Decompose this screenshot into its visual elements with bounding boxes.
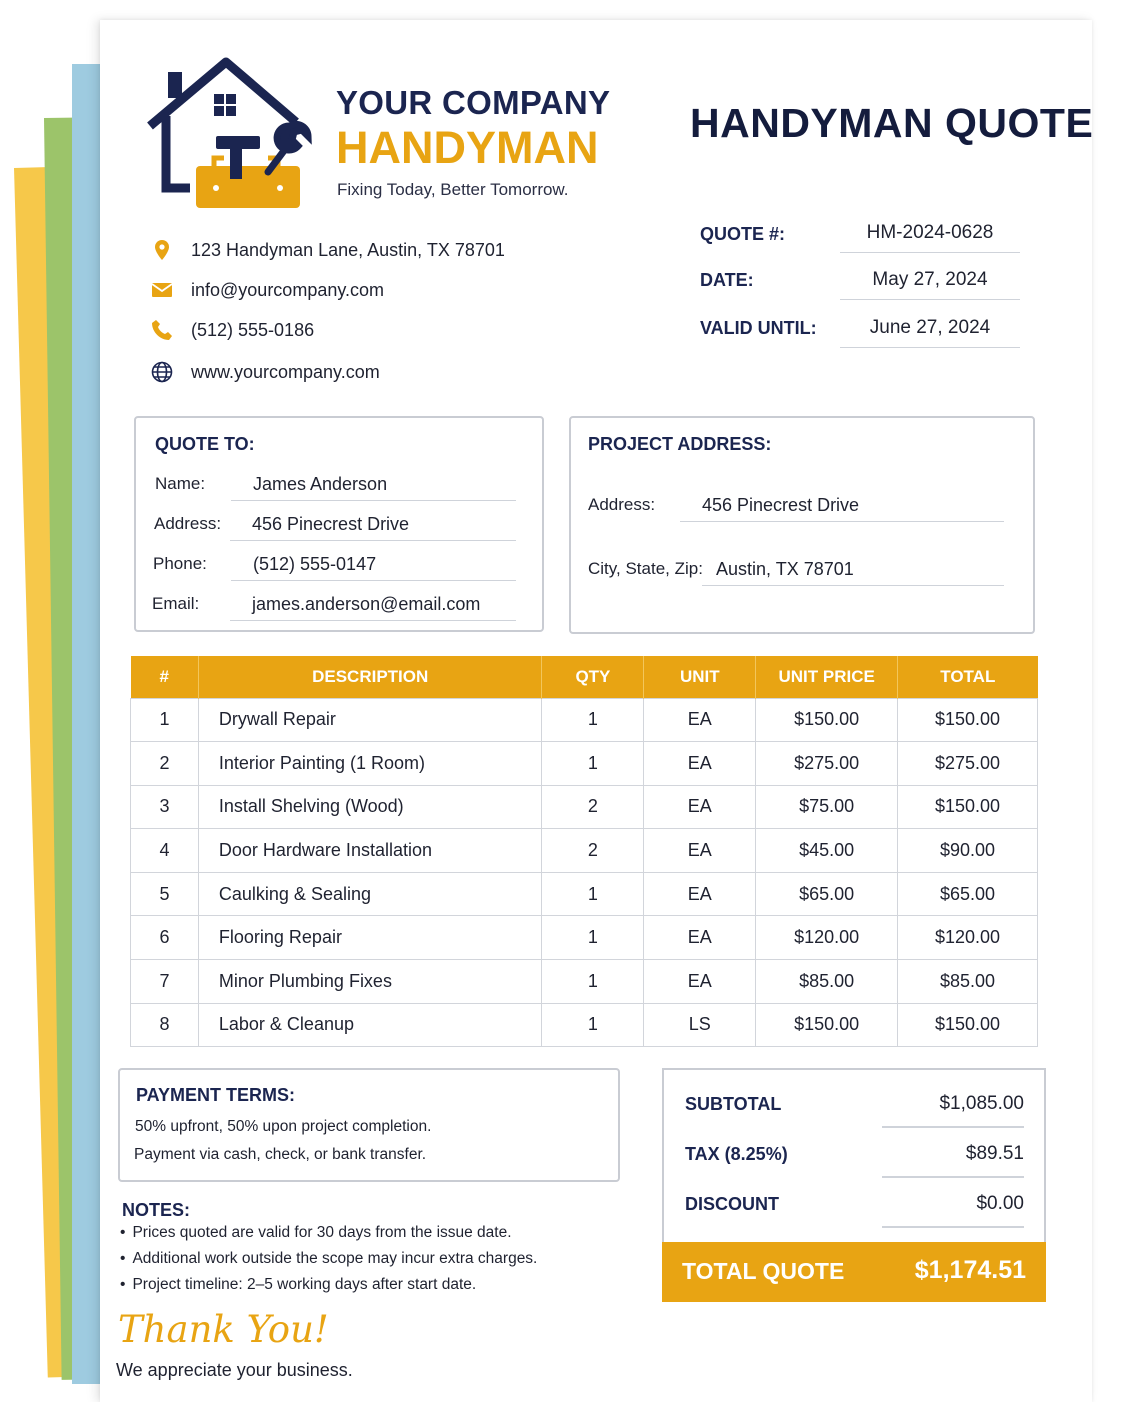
table-row bbox=[131, 785, 1038, 829]
company-tagline: Fixing Today, Better Tomorrow. bbox=[337, 180, 569, 199]
row-total: $65.00 bbox=[898, 872, 1038, 916]
row-unit-price: $65.00 bbox=[756, 872, 898, 916]
row-qty: 1 bbox=[542, 916, 644, 960]
house-tools-logo-icon bbox=[144, 54, 312, 212]
note-item: • Prices quoted are valid for 30 days from the issue date. bbox=[120, 1224, 537, 1250]
row-qty: 2 bbox=[542, 829, 644, 873]
client-name-value: James Anderson bbox=[231, 474, 516, 501]
row-qty: 1 bbox=[542, 742, 644, 786]
row-description: Labor & Cleanup bbox=[198, 1003, 542, 1047]
appreciation-message: We appreciate your business. bbox=[116, 1360, 353, 1380]
row-total: $85.00 bbox=[898, 960, 1038, 1004]
contact-website[interactable] bbox=[150, 360, 380, 384]
total-quote-value: $1,174.51 bbox=[914, 1256, 1026, 1284]
table-row bbox=[131, 698, 1038, 742]
location-pin-icon bbox=[150, 238, 174, 262]
envelope-icon bbox=[150, 278, 174, 302]
quote-number-label: QUOTE #: bbox=[700, 224, 786, 244]
row-number: 5 bbox=[131, 872, 199, 916]
row-description: Drywall Repair bbox=[198, 698, 542, 742]
payment-terms-line-2: Payment via cash, check, or bank transfer. bbox=[134, 1146, 427, 1163]
discount-rule bbox=[882, 1226, 1024, 1228]
quote-document bbox=[100, 20, 1092, 1402]
quote-date-label: DATE: bbox=[700, 270, 754, 290]
col-header-description: DESCRIPTION bbox=[198, 656, 542, 698]
contact-email-text[interactable]: info@yourcompany.com bbox=[191, 279, 385, 300]
discount-label: DISCOUNT bbox=[685, 1194, 779, 1214]
project-address-value: 456 Pinecrest Drive bbox=[680, 495, 1004, 522]
row-unit: EA bbox=[644, 698, 756, 742]
project-address-label: Address: bbox=[588, 495, 656, 514]
contact-phone bbox=[150, 318, 314, 342]
row-total: $275.00 bbox=[898, 742, 1038, 786]
row-unit: EA bbox=[644, 829, 756, 873]
row-qty: 1 bbox=[542, 698, 644, 742]
client-address-label: Address: bbox=[154, 514, 222, 533]
quote-date-value: May 27, 2024 bbox=[840, 269, 1020, 300]
globe-icon bbox=[150, 360, 174, 384]
row-qty: 2 bbox=[542, 785, 644, 829]
valid-until-label: VALID UNTIL: bbox=[700, 318, 817, 338]
total-quote-label: TOTAL QUOTE bbox=[682, 1258, 845, 1284]
subtotal-value: $1,085.00 bbox=[939, 1093, 1024, 1114]
row-number: 8 bbox=[131, 1003, 199, 1047]
quote-to-title: QUOTE TO: bbox=[155, 434, 255, 454]
client-name-label: Name: bbox=[155, 474, 206, 493]
row-number: 7 bbox=[131, 960, 199, 1004]
row-unit-price: $150.00 bbox=[756, 1003, 898, 1047]
row-number: 1 bbox=[131, 698, 199, 742]
contact-address bbox=[150, 238, 505, 262]
table-header-row bbox=[131, 656, 1038, 698]
row-description: Minor Plumbing Fixes bbox=[198, 960, 542, 1004]
row-qty: 1 bbox=[542, 1003, 644, 1047]
row-unit: EA bbox=[644, 872, 756, 916]
row-qty: 1 bbox=[542, 872, 644, 916]
phone-icon bbox=[150, 318, 174, 342]
row-total: $150.00 bbox=[898, 1003, 1038, 1047]
row-unit: EA bbox=[644, 785, 756, 829]
row-number: 2 bbox=[131, 742, 199, 786]
company-name-line2: HANDYMAN bbox=[336, 122, 599, 173]
discount-value: $0.00 bbox=[976, 1193, 1024, 1214]
document-title: HANDYMAN QUOTE bbox=[690, 100, 1094, 146]
col-header-qty: QTY bbox=[542, 656, 644, 698]
table-row bbox=[131, 1003, 1038, 1047]
row-number: 4 bbox=[131, 829, 199, 873]
project-city-value: Austin, TX 78701 bbox=[702, 559, 1004, 586]
client-address-value: 456 Pinecrest Drive bbox=[230, 514, 516, 541]
row-unit-price: $85.00 bbox=[756, 960, 898, 1004]
col-header-unit-price: UNIT PRICE bbox=[756, 656, 898, 698]
quote-number-value: HM-2024-0628 bbox=[840, 222, 1020, 253]
table-row bbox=[131, 829, 1038, 873]
row-unit: LS bbox=[644, 1003, 756, 1047]
contact-email[interactable] bbox=[150, 278, 384, 302]
row-unit: EA bbox=[644, 916, 756, 960]
col-header-number: # bbox=[131, 656, 199, 698]
row-unit: EA bbox=[644, 742, 756, 786]
row-number: 3 bbox=[131, 785, 199, 829]
contact-phone-text: (512) 555-0186 bbox=[191, 319, 315, 340]
row-unit-price: $75.00 bbox=[756, 785, 898, 829]
client-phone-label: Phone: bbox=[153, 554, 207, 573]
tax-label: TAX (8.25%) bbox=[685, 1144, 788, 1164]
row-unit-price: $120.00 bbox=[756, 916, 898, 960]
notes-title: NOTES: bbox=[122, 1200, 191, 1220]
row-unit-price: $150.00 bbox=[756, 698, 898, 742]
subtotal-label: SUBTOTAL bbox=[685, 1094, 782, 1114]
row-total: $150.00 bbox=[898, 698, 1038, 742]
row-unit-price: $45.00 bbox=[756, 829, 898, 873]
row-description: Install Shelving (Wood) bbox=[198, 785, 542, 829]
note-item: • Additional work outside the scope may incur extra charges. bbox=[120, 1250, 537, 1276]
client-phone-value: (512) 555-0147 bbox=[231, 554, 516, 581]
tax-value: $89.51 bbox=[965, 1143, 1024, 1164]
valid-until-value: June 27, 2024 bbox=[840, 317, 1020, 348]
row-unit: EA bbox=[644, 960, 756, 1004]
notes-list bbox=[120, 1224, 537, 1302]
contact-website-text[interactable]: www.yourcompany.com bbox=[191, 361, 380, 382]
col-header-unit: UNIT bbox=[644, 656, 756, 698]
tax-rule bbox=[882, 1176, 1024, 1178]
row-qty: 1 bbox=[542, 960, 644, 1004]
subtotal-rule bbox=[882, 1126, 1024, 1128]
row-total: $90.00 bbox=[898, 829, 1038, 873]
row-description: Door Hardware Installation bbox=[198, 829, 542, 873]
client-email-label: Email: bbox=[152, 594, 200, 613]
note-item: • Project timeline: 2–5 working days after start date. bbox=[120, 1276, 537, 1302]
row-total: $150.00 bbox=[898, 785, 1038, 829]
thank-you-script: Thank You! bbox=[118, 1308, 329, 1351]
col-header-total: TOTAL bbox=[898, 656, 1038, 698]
total-quote-bar bbox=[662, 1242, 1046, 1302]
company-name-line1: YOUR COMPANY bbox=[336, 84, 611, 121]
row-description: Caulking & Sealing bbox=[198, 872, 542, 916]
table-row bbox=[131, 916, 1038, 960]
row-description: Interior Painting (1 Room) bbox=[198, 742, 542, 786]
project-address-title: PROJECT ADDRESS: bbox=[588, 434, 772, 454]
row-number: 6 bbox=[131, 916, 199, 960]
table-row bbox=[131, 742, 1038, 786]
table-row bbox=[131, 872, 1038, 916]
row-total: $120.00 bbox=[898, 916, 1038, 960]
row-description: Flooring Repair bbox=[198, 916, 542, 960]
table-row bbox=[131, 960, 1038, 1004]
project-city-label: City, State, Zip: bbox=[588, 559, 703, 578]
row-unit-price: $275.00 bbox=[756, 742, 898, 786]
payment-terms-line-1: 50% upfront, 50% upon project completion. bbox=[135, 1118, 432, 1135]
client-email-value: james.anderson@email.com bbox=[230, 594, 516, 621]
line-items-table bbox=[130, 656, 1038, 1047]
payment-terms-title: PAYMENT TERMS: bbox=[136, 1085, 296, 1105]
contact-address-text: 123 Handyman Lane, Austin, TX 78701 bbox=[191, 239, 505, 260]
